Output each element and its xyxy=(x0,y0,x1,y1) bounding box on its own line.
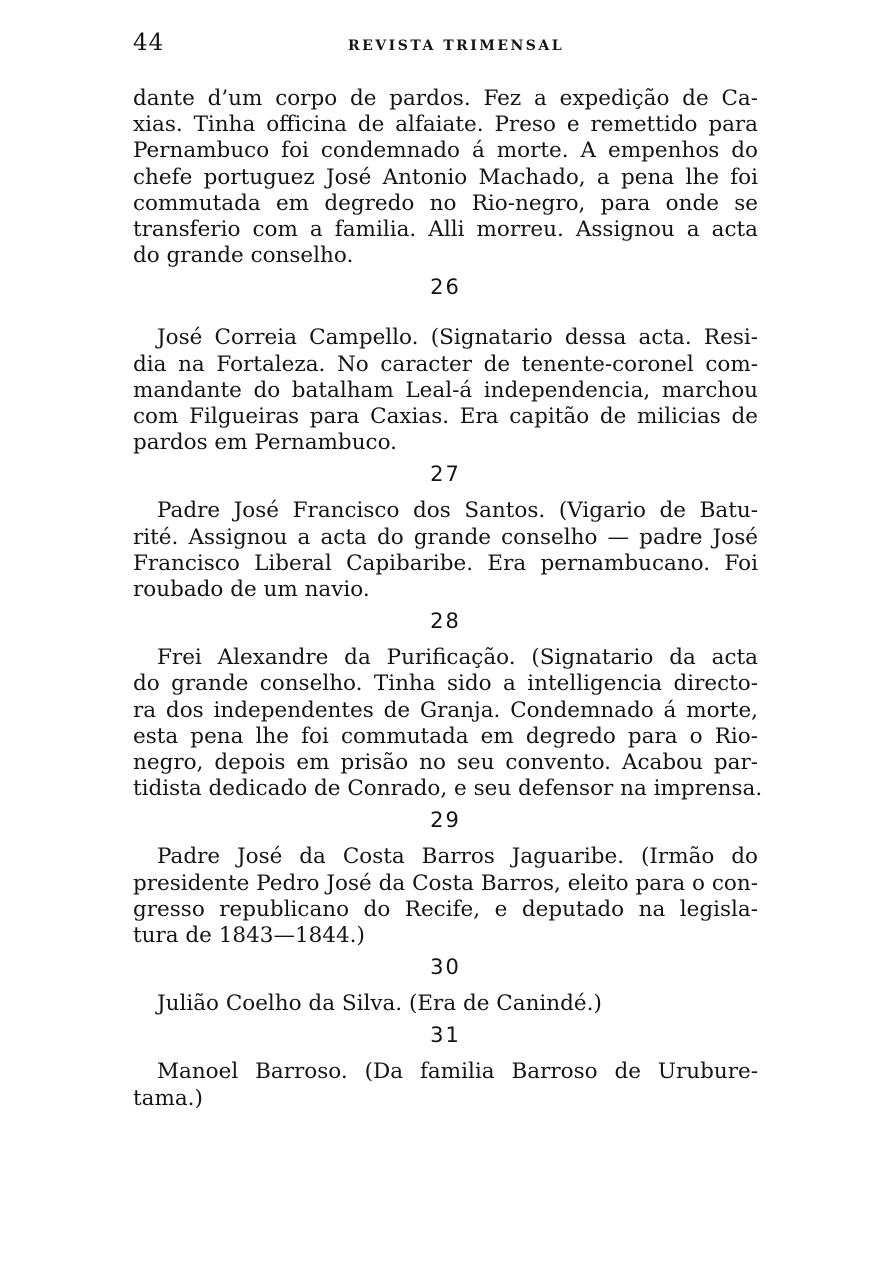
text-line: Padre José Francisco dos Santos. (Vigario de Batu- xyxy=(157,498,758,524)
entry-number: 26 xyxy=(430,275,461,300)
entry-26 xyxy=(133,325,758,456)
entry-number: 28 xyxy=(430,609,461,634)
entry-number: 27 xyxy=(430,462,461,487)
text-line: Pernambuco foi condemnado á morte. A empenhos do xyxy=(133,138,758,164)
text-line: dante d’um corpo de pardos. Fez a expedição de Ca- xyxy=(133,86,758,111)
text-line: roubado de um navio. xyxy=(133,577,370,603)
text-line: commutada em degredo no Rio-negro, para onde se xyxy=(133,190,758,216)
text-line: Francisco Liberal Capibaribe. Era pernambucano. Foi xyxy=(133,550,758,576)
entry-number: 29 xyxy=(430,808,461,833)
running-title: REVISTA TRIMENSAL xyxy=(348,38,565,54)
text-line: transferio com a familia. Alli morreu. Assignou a acta xyxy=(133,217,758,243)
text-line: rité. Assignou a acta do grande conselho — padre José xyxy=(133,524,758,550)
text-line: ra dos independentes de Granja. Condemnado á morte, xyxy=(133,697,758,723)
text-line: esta pena lhe foi commutada em degredo para o Rio- xyxy=(133,723,758,749)
entry-30 xyxy=(133,991,758,1017)
text-line: dia na Fortaleza. No caracter de tenente-coronel com- xyxy=(133,351,758,377)
entry-27 xyxy=(133,498,758,603)
text-line: pardos em Pernambuco. xyxy=(133,430,397,456)
entry-31 xyxy=(133,1059,758,1111)
text-line: mandante do batalham Leal-á independencia, marchou xyxy=(133,377,758,403)
entry-continuation xyxy=(133,86,758,269)
entry-number: 30 xyxy=(430,955,461,980)
text-line: com Filgueiras para Caxias. Era capitão de milicias de xyxy=(133,404,758,430)
page-body xyxy=(133,86,763,1112)
text-line: presidente Pedro José da Costa Barros, eleito para o con- xyxy=(133,870,758,896)
text-line: do grande conselho. Tinha sido a intelligencia directo- xyxy=(133,671,758,697)
text-line: tura de 1843—1844.) xyxy=(133,923,365,949)
text-line: Julião Coelho da Silva. (Era de Canindé.) xyxy=(157,991,602,1017)
text-line: chefe portuguez José Antonio Machado, a pena lhe foi xyxy=(133,164,758,190)
text-line: negro, depois em prisão no seu convento. Acabou par- xyxy=(133,750,758,776)
text-line: xias. Tinha officina de alfaiate. Preso e remettido para xyxy=(133,112,758,138)
text-line: Padre José da Costa Barros Jaguaribe. (Irmão do xyxy=(157,844,758,870)
entry-28 xyxy=(133,645,763,802)
entry-number: 31 xyxy=(430,1023,461,1048)
text-line: tama.) xyxy=(133,1085,203,1111)
text-line: do grande conselho. xyxy=(133,243,354,269)
text-line: Manoel Barroso. (Da familia Barroso de Uruburе- xyxy=(157,1059,758,1085)
entry-29 xyxy=(133,844,758,949)
page-number: 44 xyxy=(133,30,165,56)
text-line: tidista dedicado de Conrado, e seu defensor na imprensa. xyxy=(133,776,763,802)
text-line: José Correia Campello. (Signatario dessa acta. Resi- xyxy=(157,325,758,351)
text-line: gresso republicano do Recife, e deputado na legisla- xyxy=(133,896,758,922)
text-line: Frei Alexandre da Purificação. (Signatario da acta xyxy=(157,645,758,671)
